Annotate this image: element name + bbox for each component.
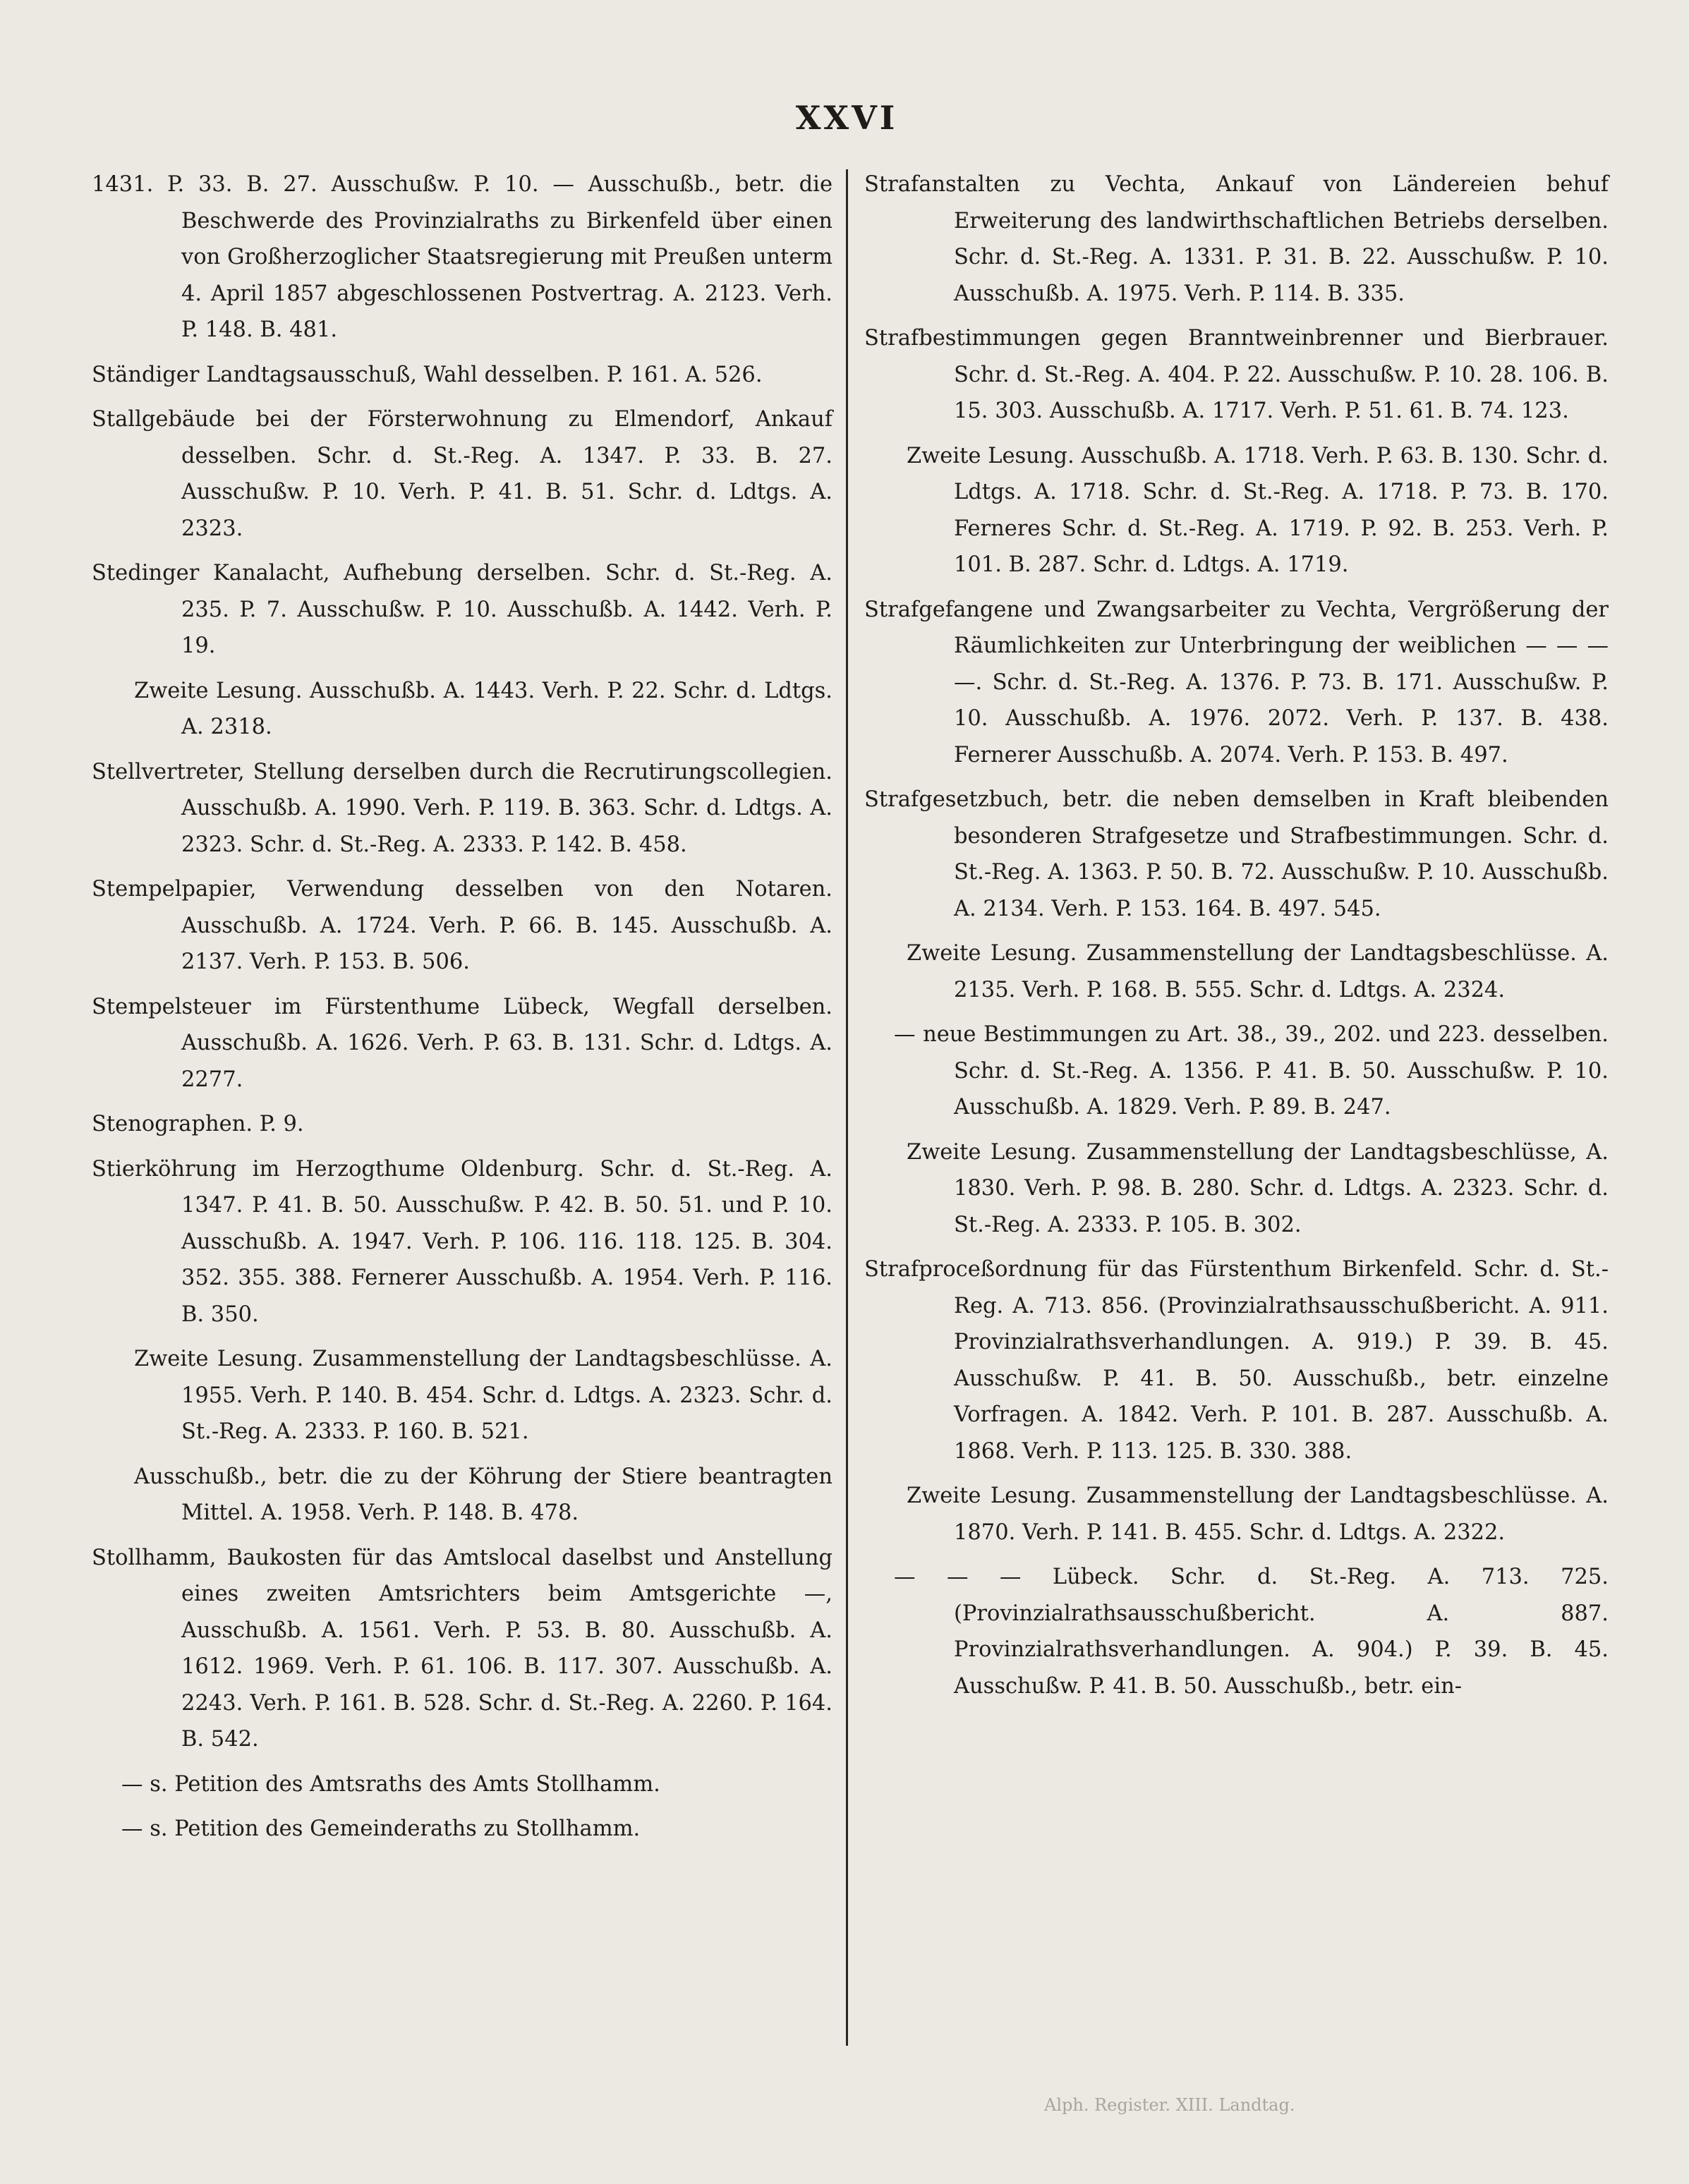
index-entry: Stenographen. P. 9.: [92, 1112, 304, 1136]
index-entry: Ständiger Landtagsausschuß, Wahl desselben. P. 161. A. 526.: [92, 362, 763, 387]
index-entry: Strafgesetzbuch, betr. die neben demselben in Kraft bleibenden besonderen Strafgesetze und Strafbestimmungen. Schr. d. St.-Reg. A. 1363. P. 50. B. 72. Ausschußw. P. 10. Ausschußb. A. 2134. Verh. P. 153. 164. B. 497. 545.: [864, 787, 1609, 921]
index-crossref: — neue Bestimmungen zu Art. 38., 39., 202. und 223. desselben. Schr. d. St.-Reg. A. 1356. P. 41. B. 50. Ausschußw. P. 10. Ausschußb. A. 1829. Verh. P. 89. B. 247.: [894, 1022, 1609, 1120]
index-subentry: Zweite Lesung. Ausschußb. A. 1443. Verh. P. 22. Schr. d. Ldtgs. A. 2318.: [134, 678, 833, 739]
index-entry: 1431. P. 33. B. 27. Ausschußw. P. 10. — Ausschußb., betr. die Beschwerde des Provinzialraths zu Birkenfeld über einen von Großherzoglicher Staatsregierung mit Preußen unterm 4. April 1857 abgeschlossenen Postvertrag. A. 2123. Verh. P. 148. B. 481.: [92, 172, 833, 342]
right-column: [864, 166, 1609, 1713]
index-entry: Strafgefangene und Zwangsarbeiter zu Vechta, Vergrößerung der Räumlichkeiten zur Unterbringung der weiblichen — — — —. Schr. d. St.-Reg. A. 1376. P. 73. B. 171. Ausschußw. P. 10. Ausschußb. A. 1976. 2072. Verh. P. 137. B. 438. Fernerer Ausschußb. A. 2074. Verh. P. 153. B. 497.: [864, 597, 1609, 768]
index-crossref: — — — Lübeck. Schr. d. St.-Reg. A. 713. 725. (Provinzialrathsausschußbericht. A. 887. Provinzialrathsverhandlungen. A. 904.) P. 39. B. 45. Ausschußw. P. 41. B. 50. Ausschußb., betr. ein-: [894, 1565, 1609, 1699]
show-through-footer: Alph. Register. XIII. Landtag.: [1044, 2095, 1295, 2115]
left-column: [92, 166, 833, 1856]
index-entry: Strafproceßordnung für das Fürstenthum Birkenfeld. Schr. d. St.-Reg. A. 713. 856. (Provinzialrathsausschußbericht. A. 911. Provinzialrathsverhandlungen. A. 919.) P. 39. B. 45. Ausschußw. P. 41. B. 50. Ausschußb., betr. einzelne Vorfragen. A. 1842. Verh. P. 101. B. 287. Ausschußb. A. 1868. Verh. P. 113. 125. B. 330. 388.: [864, 1257, 1609, 1464]
index-subentry: Zweite Lesung. Zusammenstellung der Landtagsbeschlüsse, A. 1830. Verh. P. 98. B. 280. Schr. d. Ldtgs. A. 2323. Schr. d. St.-Reg. A. 2333. P. 105. B. 302.: [907, 1139, 1609, 1237]
page-number: XXVI: [795, 99, 898, 137]
index-entry: Stellvertreter, Stellung derselben durch die Recrutirungscollegien. Ausschußb. A. 1990. Verh. P. 119. B. 363. Schr. d. Ldtgs. A. 2323. Schr. d. St.-Reg. A. 2333. P. 142. B. 458.: [92, 759, 833, 857]
index-subentry: Zweite Lesung. Zusammenstellung der Landtagsbeschlüsse. A. 1955. Verh. P. 140. B. 454. Schr. d. Ldtgs. A. 2323. Schr. d. St.-Reg. A. 2333. P. 160. B. 521.: [134, 1347, 833, 1444]
index-subentry: Zweite Lesung. Zusammenstellung der Landtagsbeschlüsse. A. 2135. Verh. P. 168. B. 555. Schr. d. Ldtgs. A. 2324.: [907, 941, 1609, 1002]
index-entry: Strafbestimmungen gegen Branntweinbrenner und Bierbrauer. Schr. d. St.-Reg. A. 404. P. 22. Ausschußw. P. 10. 28. 106. B. 15. 303. Ausschußb. A. 1717. Verh. P. 51. 61. B. 74. 123.: [864, 326, 1609, 423]
index-subentry: Ausschußb., betr. die zu der Köhrung der Stiere beantragten Mittel. A. 1958. Verh. P. 148. B. 478.: [134, 1464, 833, 1525]
index-entry: Strafanstalten zu Vechta, Ankauf von Ländereien behuf Erweiterung des landwirthschaftlichen Betriebs derselben. Schr. d. St.-Reg. A. 1331. P. 31. B. 22. Ausschußw. P. 10. Ausschußb. A. 1975. Verh. P. 114. B. 335.: [864, 172, 1609, 306]
index-subentry: Zweite Lesung. Zusammenstellung der Landtagsbeschlüsse. A. 1870. Verh. P. 141. B. 455. Schr. d. Ldtgs. A. 2322.: [907, 1484, 1609, 1545]
index-entry: Stierköhrung im Herzogthume Oldenburg. Schr. d. St.-Reg. A. 1347. P. 41. B. 50. Ausschußw. P. 42. B. 50. 51. und P. 10. Ausschußb. A. 1947. Verh. P. 106. 116. 118. 125. B. 304. 352. 355. 388. Fernerer Ausschußb. A. 1954. Verh. P. 116. B. 350.: [92, 1156, 833, 1327]
index-crossref: — s. Petition des Amtsraths des Amts Stollhamm.: [121, 1771, 660, 1797]
column-divider: [846, 169, 848, 2046]
index-entry: Stempelpapier, Verwendung desselben von den Notaren. Ausschußb. A. 1724. Verh. P. 66. B. 145. Ausschußb. A. 2137. Verh. P. 153. B. 506.: [92, 877, 833, 974]
index-entry: Stempelsteuer im Fürstenthume Lübeck, Wegfall derselben. Ausschußb. A. 1626. Verh. P. 63. B. 131. Schr. d. Ldtgs. A. 2277.: [92, 994, 833, 1092]
index-crossref: — s. Petition des Gemeinderaths zu Stollhamm.: [121, 1816, 641, 1841]
index-entry: Stallgebäude bei der Försterwohnung zu Elmendorf, Ankauf desselben. Schr. d. St.-Reg. A. 1347. P. 33. B. 27. Ausschußw. P. 10. Verh. P. 41. B. 51. Schr. d. Ldtgs. A. 2323.: [92, 407, 833, 541]
index-entry: Stedinger Kanalacht, Aufhebung derselben. Schr. d. St.-Reg. A. 235. P. 7. Ausschußw. P. 10. Ausschußb. A. 1442. Verh. P. 19.: [92, 561, 833, 658]
index-subentry: Zweite Lesung. Ausschußb. A. 1718. Verh. P. 63. B. 130. Schr. d. Ldtgs. A. 1718. Schr. d. St.-Reg. A. 1718. P. 73. B. 170. Ferneres Schr. d. St.-Reg. A. 1719. P. 92. B. 253. Verh. P. 101. B. 287. Schr. d. Ldtgs. A. 1719.: [907, 443, 1609, 577]
index-entry: Stollhamm, Baukosten für das Amtslocal daselbst und Anstellung eines zweiten Amtsrichters beim Amtsgerichte —, Ausschußb. A. 1561. Verh. P. 53. B. 80. Ausschußb. A. 1612. 1969. Verh. P. 61. 106. B. 117. 307. Ausschußb. A. 2243. Verh. P. 161. B. 528. Schr. d. St.-Reg. A. 2260. P. 164. B. 542.: [92, 1545, 833, 1752]
